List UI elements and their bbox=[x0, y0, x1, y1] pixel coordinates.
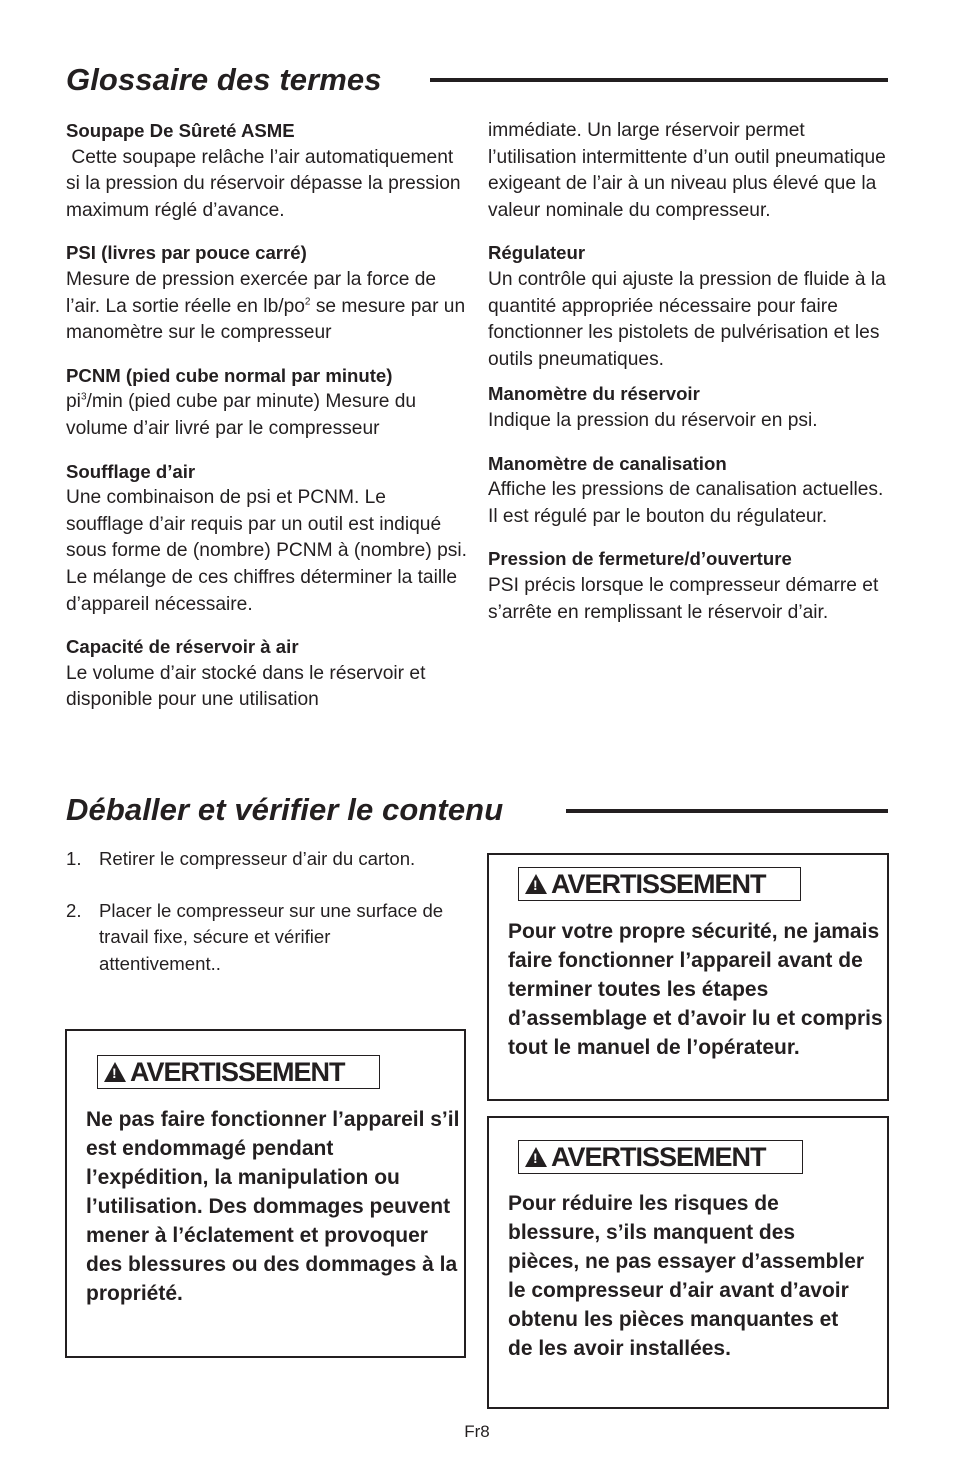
page-number: Fr8 bbox=[464, 1422, 490, 1441]
glossary-term: Soufflage d’air bbox=[66, 460, 196, 482]
glossary-term: PCNM (pied cube normal par minute) bbox=[66, 364, 393, 386]
warning-label: AVERTISSEMENT bbox=[130, 1057, 345, 1087]
glossary-definition: Indique la pression du réservoir en psi. bbox=[488, 409, 818, 431]
definition-text: se mesure par un manomètre sur le compresseur bbox=[66, 295, 466, 344]
glossary-entry bbox=[488, 381, 890, 434]
glossary-term: Capacité de réservoir à air bbox=[66, 636, 299, 658]
warning-badge bbox=[97, 1055, 380, 1089]
glossary-title: Glossaire des termes bbox=[66, 62, 382, 97]
glossary-definition: Cette soupape relâche l’air automatiquement si la pression du réservoir dépasse la pression maximum réglé d’avance. bbox=[66, 146, 466, 221]
unpack-title-rule bbox=[566, 809, 888, 813]
list-item bbox=[66, 898, 446, 978]
warning-triangle-icon bbox=[525, 874, 547, 894]
glossary-entry bbox=[488, 451, 890, 531]
superscript: 2 bbox=[304, 296, 311, 308]
glossary-entry bbox=[66, 634, 468, 714]
glossary-definition: PSI précis lorsque le compresseur démarre et s’arrête en remplissant le réservoir d’air. bbox=[488, 574, 879, 623]
glossary-term: Soupape De Sûreté ASME bbox=[66, 120, 295, 141]
step-number: 1. bbox=[66, 848, 82, 869]
warning-box-damage bbox=[65, 1029, 466, 1358]
warning-label: AVERTISSEMENT bbox=[551, 1142, 766, 1172]
unpack-steps-list bbox=[66, 846, 446, 1002]
glossary-right-column bbox=[488, 118, 890, 642]
glossary-title-rule bbox=[430, 78, 888, 82]
definition-text: pi bbox=[66, 391, 81, 413]
superscript: 3 bbox=[80, 391, 87, 403]
glossary-definition: Le volume d’air stocké dans le réservoir et disponible pour une utilisation bbox=[66, 662, 426, 711]
glossary-continuation bbox=[488, 118, 890, 224]
glossary-header bbox=[66, 60, 888, 104]
glossary-entry bbox=[66, 240, 468, 346]
step-text: Placer le compresseur sur une surface de travail fixe, sécure et vérifier attentivement.. bbox=[99, 899, 444, 974]
unpack-title: Déballer et vérifier le contenu bbox=[66, 792, 504, 827]
glossary-entry bbox=[488, 546, 890, 626]
glossary-left-column bbox=[66, 118, 468, 730]
glossary-definition: Un contrôle qui ajuste la pression de fluide à la quantité appropriée nécessaire pour faire fonctionner les pistolets de pulvérisation et les outils pneumatiques. bbox=[488, 268, 886, 370]
warning-label: AVERTISSEMENT bbox=[551, 869, 766, 899]
glossary-term: Régulateur bbox=[488, 242, 586, 264]
warning-triangle-icon bbox=[104, 1062, 126, 1082]
glossary-term: Manomètre de canalisation bbox=[488, 452, 727, 474]
glossary-definition bbox=[66, 389, 468, 442]
definition-text: /min (pied cube par minute) Mesure du volume d’air livré par le compresseur bbox=[66, 391, 417, 439]
warning-triangle-icon bbox=[525, 1147, 547, 1167]
glossary-entry bbox=[488, 240, 890, 373]
warning-badge bbox=[518, 867, 801, 901]
step-text: Retirer le compresseur d’air du carton. bbox=[99, 848, 416, 869]
glossary-term: Manomètre du réservoir bbox=[488, 383, 700, 405]
step-number: 2. bbox=[66, 899, 82, 921]
glossary-term: PSI (livres par pouce carré) bbox=[66, 242, 307, 264]
glossary-entry bbox=[66, 363, 468, 443]
glossary-definition: Une combinaison de psi et PCNM. Le soufflage d’air requis par un outil est indiqué sous forme de (nombre) PCNM à (nombre) psi. Le mélange de ces chiffres déterminer la taille d’appareil nécessaire. bbox=[66, 487, 467, 615]
glossary-entry bbox=[66, 118, 468, 224]
glossary-definition: immédiate. Un large réservoir permet l’utilisation intermittente d’un outil pneumatique exigeant de l’air à un niveau plus élevé que la valeur nominale du compresseur. bbox=[488, 120, 886, 221]
glossary-definition: Affiche les pressions de canalisation actuelles. Il est régulé par le bouton du régulateur. bbox=[488, 479, 884, 527]
warning-text: Pour votre propre sécurité, ne jamais faire fonctionner l’appareil avant de terminer toutes les étapes d’assemblage et d’avoir lu et compris tout le manuel de l’opérateur. bbox=[508, 920, 883, 1059]
warning-badge bbox=[518, 1140, 803, 1174]
warning-text: Ne pas faire fonctionner l’appareil s’il est endommagé pendant l’expédition, la manipulation ou l’utilisation. Des dommages peuvent mener à l’éclatement et provoquer des blessures ou des dommages à la propriété. bbox=[86, 1108, 460, 1305]
glossary-entry bbox=[66, 459, 468, 619]
list-item bbox=[66, 846, 446, 873]
warning-box-missing-parts bbox=[487, 1116, 889, 1409]
warning-text: Pour réduire les risques de blessure, s’ils manquent des pièces, ne pas essayer d’assembler le compresseur d’air avant d’avoir obtenu les pièces manquantes et de les avoir installées. bbox=[508, 1192, 865, 1360]
glossary-term: Pression de fermeture/d’ouverture bbox=[488, 548, 792, 570]
unpack-header bbox=[66, 790, 888, 834]
warning-box-safety bbox=[487, 853, 889, 1101]
definition-text: Mesure de pression exercée par la force de l’air. La sortie réelle en lb/po bbox=[66, 268, 437, 317]
glossary-definition bbox=[66, 267, 468, 347]
